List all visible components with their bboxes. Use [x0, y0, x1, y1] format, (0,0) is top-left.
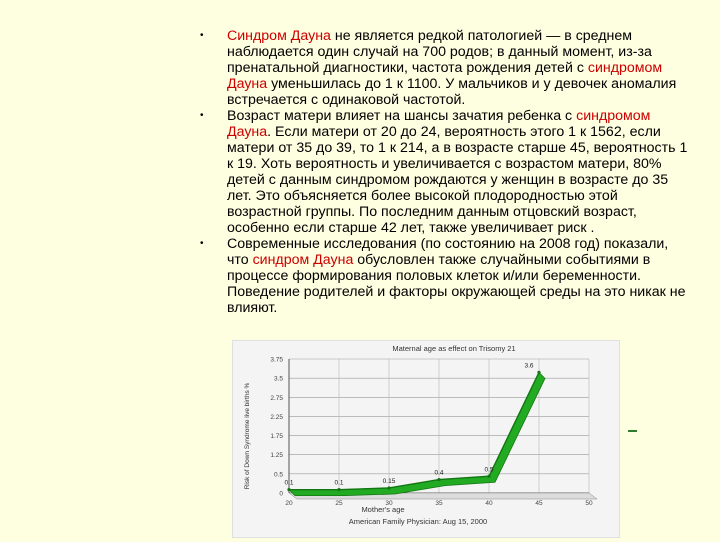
text-run: не является редкой патологией — в среднем наблюдается один случай на 700 родов; в данный момент, из-за пренатальной диагностики, частота рождения детей с: [227, 28, 652, 76]
text-run: уменьшилась до 1 к 1100. У мальчиков и у девочек аномалия встречается с одинаковой частотой.: [227, 76, 677, 108]
x-tick-label: 25: [335, 500, 343, 507]
bullet-marker: •: [200, 110, 204, 121]
data-point: [437, 478, 440, 481]
data-label: 0.4: [434, 469, 444, 477]
bullet-list: [200, 28, 690, 316]
data-point: [387, 486, 390, 489]
text-run: Возраст матери влияет на шансы зачатия ребенка с: [227, 108, 577, 124]
bullet-text: [227, 236, 686, 316]
highlight-text: синдром Дауна: [252, 252, 354, 268]
x-tick-label: 40: [485, 500, 493, 507]
bullet-item: [200, 108, 690, 236]
x-axis-label: Mother's age: [361, 505, 405, 514]
y-tick-label: 1.75: [270, 433, 283, 441]
y-tick-label: 2.25: [270, 413, 283, 421]
y-tick-label: 3.75: [270, 356, 283, 364]
data-label: 0.1: [334, 479, 344, 487]
chart-figure: [232, 340, 620, 538]
x-tick-label: 35: [435, 500, 443, 507]
y-tick-label: 3.5: [273, 375, 283, 383]
y-tick-label: 2.75: [270, 394, 283, 402]
bullet-marker: •: [200, 30, 204, 41]
y-axis-label: Risk of Down Syndrome live births %: [244, 382, 251, 490]
bullet-item: [200, 236, 690, 316]
highlight-text: синдромом Дауна: [227, 108, 651, 140]
data-label: 0.15: [382, 477, 396, 485]
chart-axes: [289, 359, 597, 499]
risk-chart: [233, 341, 619, 537]
dash-mark: [628, 430, 637, 432]
source-note: American Family Physician: Aug 15, 2000: [348, 517, 488, 526]
highlight-text: синдромом Дауна: [227, 60, 663, 92]
highlight-text: Синдром Дауна: [227, 28, 331, 44]
text-run: обусловлен также случайными событиями в процессе формирования половых клеток и/или беременности. Поведение родителей и факторы окружающей среды на это никак не влияют.: [227, 252, 686, 316]
chart-area: [287, 371, 545, 496]
data-label: 0.5: [484, 466, 494, 474]
y-tick-label: 0.5: [273, 471, 283, 479]
bullet-text: [227, 108, 687, 236]
x-tick-label: 45: [535, 500, 543, 507]
series-ribbon: [289, 372, 545, 495]
data-label: 3.6: [524, 362, 534, 370]
data-label: 0.1: [284, 479, 294, 487]
bullet-item: [200, 28, 690, 108]
y-tick-label: 0: [279, 490, 283, 498]
x-tick-label: 20: [285, 500, 293, 507]
chart-title: Maternal age as effect on Trisomy 21: [392, 344, 516, 353]
data-point: [337, 488, 340, 491]
bullet-marker: •: [200, 238, 204, 249]
text-run: Современные исследования (по состоянию на 2008 год) показали, что: [227, 236, 669, 268]
data-point: [287, 488, 290, 491]
data-point: [487, 475, 490, 478]
y-tick-label: 1.25: [270, 452, 283, 460]
series-line: [289, 372, 539, 489]
x-tick-label: 30: [385, 500, 393, 507]
x-tick-label: 50: [585, 500, 593, 507]
bullet-text: [227, 28, 676, 108]
text-run: . Если матери от 20 до 24, вероятность этого 1 к 1562, если матери от 35 до 39, то 1 к 214, а в возрасте старше 45, вероятность 1 к 19. Хоть вероятность и увеличивается с возрастом матери, 80% детей с данным синдромом рождаются у женщин в возрасте до 35 лет. Это объясняется более высокой плодородностью этой возрастной группы. По последним данным отцовский возраст, особенно если старше 42 лет, также увеличивает риск .: [227, 124, 688, 236]
data-point: [537, 371, 540, 374]
